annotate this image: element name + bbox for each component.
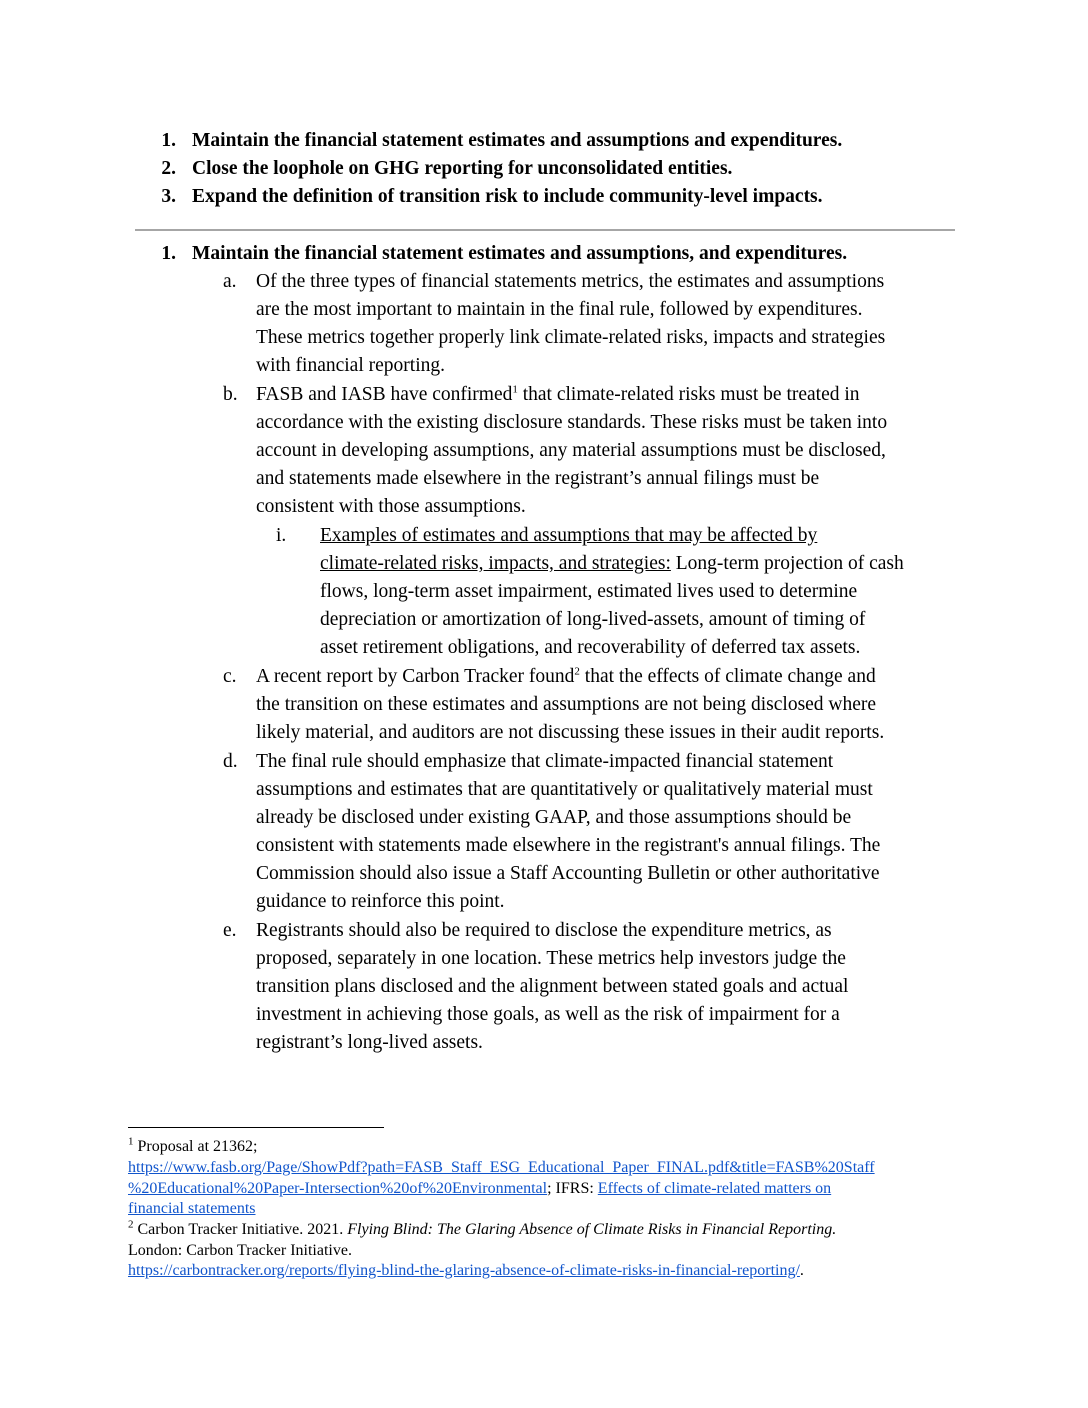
- item-d-line: Commission should also issue a Staff Accounting Bulletin or other authoritative: [256, 863, 880, 884]
- item-d-letter: d.: [223, 751, 238, 772]
- summary-item-2: Close the loophole on GHG reporting for unconsolidated entities.: [192, 158, 733, 179]
- footnote-1-fasb-link-cont[interactable]: %20Educational%20Paper-Intersection%20of%20Environmental: [128, 1180, 548, 1197]
- item-c-letter: c.: [223, 666, 237, 687]
- footnote-ref-2[interactable]: 2: [574, 665, 580, 678]
- item-a-letter: a.: [223, 271, 237, 292]
- item-a-line: with financial reporting.: [256, 355, 445, 376]
- item-e-letter: e.: [223, 920, 237, 941]
- item-d-line: assumptions and estimates that are quantitatively or qualitatively material must: [256, 779, 873, 800]
- section-num: 1.: [161, 243, 176, 264]
- item-e-line: transition plans disclosed and the alignment between stated goals and actual: [256, 976, 849, 997]
- summary-num-1: 1.: [161, 130, 176, 151]
- section-heading: Maintain the financial statement estimates and assumptions, and expenditures.: [192, 243, 848, 264]
- item-i-numeral: i.: [276, 525, 287, 546]
- item-i-line: climate-related risks, impacts, and strategies: Long-term projection of cash: [320, 553, 904, 574]
- footnote-1-ifrs-link[interactable]: Effects of climate-related matters on: [597, 1180, 832, 1197]
- item-e-line: registrant’s long-lived assets.: [256, 1032, 483, 1053]
- item-d-line: already be disclosed under existing GAAP, and those assumptions should be: [256, 807, 852, 828]
- horizontal-divider: [135, 229, 955, 231]
- item-d-line: consistent with statements made elsewhere in the registrant's annual filings. The: [256, 835, 881, 856]
- item-i-underlined: Examples of estimates and assumptions that may be affected by: [320, 525, 818, 546]
- item-c-line: likely material, and auditors are not discussing these issues in their audit reports.: [256, 722, 885, 743]
- item-a-line: are the most important to maintain in the final rule, followed by expenditures.: [256, 299, 863, 320]
- summary-item-3: Expand the definition of transition risk to include community-level impacts.: [192, 186, 823, 207]
- summary-item-1: Maintain the financial statement estimates and assumptions and expenditures.: [192, 130, 843, 151]
- item-d-line: The final rule should emphasize that climate-impacted financial statement: [256, 751, 834, 772]
- item-b-line: accordance with the existing disclosure standards. These risks must be taken into: [256, 412, 888, 433]
- item-a-line: These metrics together properly link climate-related risks, impacts and strategies: [256, 327, 886, 348]
- item-b-line: and statements made elsewhere in the registrant’s annual filings must be: [256, 468, 820, 489]
- footnote-1-fasb-link[interactable]: https://www.fasb.org/Page/ShowPdf?path=FASB_Staff_ESG_Educational_Paper_FINAL.pdf&title=FASB%20Staff: [128, 1159, 875, 1176]
- item-e-line: Registrants should also be required to disclose the expenditure metrics, as: [256, 920, 832, 941]
- footnote-1: $^1$ Proposal at 21362;: [128, 1135, 258, 1155]
- footnote-2: $^2$ Carbon Tracker Initiative. 2021. Flying Blind: The Glaring Absence of Climate Risks in Financial Reporting.: [128, 1218, 837, 1238]
- item-e-line: proposed, separately in one location. These metrics help investors judge the: [256, 948, 846, 969]
- footnote-2-line: London: Carbon Tracker Initiative.: [128, 1242, 352, 1259]
- item-c-line: the transition on these estimates and assumptions are not being disclosed where: [256, 694, 877, 715]
- footnote-1-ifrs-link-cont[interactable]: financial statements: [128, 1200, 256, 1217]
- footnote-2-carbontracker-link[interactable]: https://carbontracker.org/reports/flying-blind-the-glaring-absence-of-climate-risks-in-financial-reporting/: [128, 1262, 800, 1279]
- item-b-letter: b.: [223, 384, 238, 405]
- item-i-line: flows, long-term asset impairment, estimated lives used to determine: [320, 581, 858, 602]
- item-i-line: asset retirement obligations, and recoverability of deferred tax assets.: [320, 637, 861, 658]
- item-b-line: account in developing assumptions, any material assumptions must be disclosed,: [256, 440, 886, 461]
- item-i-line: depreciation or amortization of long-lived-assets, amount of timing of: [320, 609, 866, 630]
- summary-num-2: 2.: [161, 158, 176, 179]
- item-d-line: guidance to reinforce this point.: [256, 891, 505, 912]
- footnote-1-line: %20Educational%20Paper-Intersection%20of%20Environmental; IFRS: Effects of climate-related matters on: [128, 1180, 832, 1197]
- item-a-line: Of the three types of financial statements metrics, the estimates and assumptions: [256, 271, 885, 292]
- footnote-separator: [128, 1127, 384, 1128]
- item-c-line: A recent report by Carbon Tracker found$^2$ that the effects of climate change and: [256, 665, 876, 687]
- summary-num-3: 3.: [161, 186, 176, 207]
- item-b-line: FASB and IASB have confirmed$^1$ that climate-related risks must be treated in: [256, 383, 860, 405]
- item-e-line: investment in achieving those goals, as well as the risk of impairment for a: [256, 1004, 840, 1025]
- footnote-2-line: https://carbontracker.org/reports/flying-blind-the-glaring-absence-of-climate-risks-in-financial-reporting/.: [128, 1262, 804, 1279]
- footnote-ref-1[interactable]: 1: [512, 383, 518, 396]
- item-b-line: consistent with those assumptions.: [256, 496, 526, 517]
